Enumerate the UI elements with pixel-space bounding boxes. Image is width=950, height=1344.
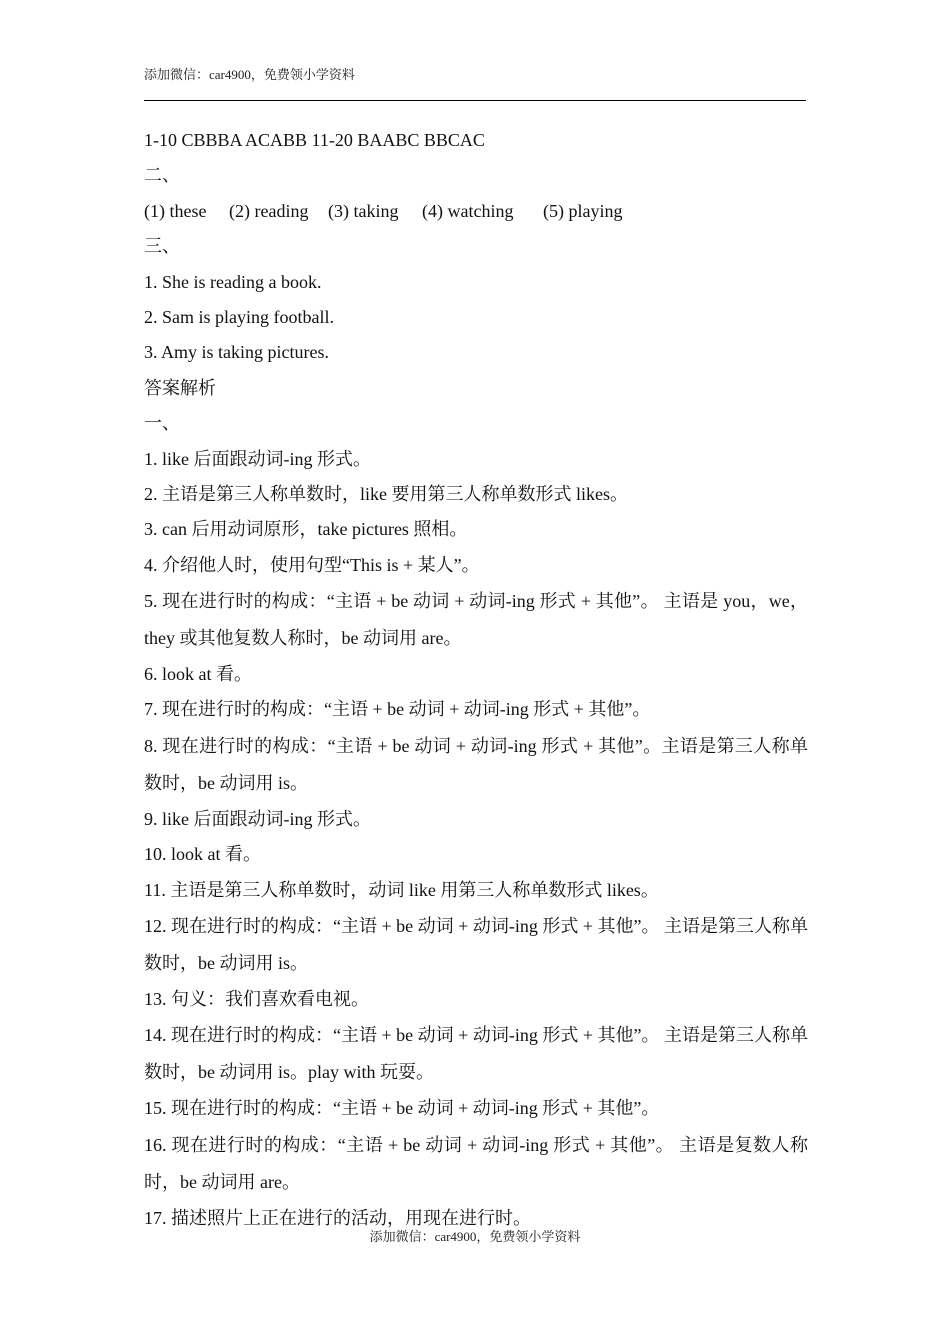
analysis-section-heading: 一、 [144, 413, 180, 434]
part2-answer-3: (3) taking [328, 200, 399, 221]
part2-answer-5: (5) playing [543, 200, 623, 221]
analysis-item-14: 14. 现在进行时的构成：“主语 + be 动词 + 动词-ing 形式 + 其他”。 主语是第三人称单数时，be 动词用 is。play with 玩耍。 [144, 1025, 808, 1083]
analysis-item-16: 16. 现在进行时的构成：“主语 + be 动词 + 动词-ing 形式 + 其他”。 主语是复数人称时，be 动词用 are。 [144, 1134, 808, 1192]
analysis-item-8: 8. 现在进行时的构成：“主语 + be 动词 + 动词-ing 形式 + 其他”。主语是第三人称单数时，be 动词用 is。 [144, 735, 808, 793]
analysis-item-3: 3. can 后用动词原形，take pictures 照相。 [144, 519, 468, 540]
analysis-item-7: 7. 现在进行时的构成：“主语 + be 动词 + 动词-ing 形式 + 其他”。 [144, 699, 651, 720]
part2-answer-1: (1) these [144, 200, 207, 221]
part2-answer-4: (4) watching [422, 200, 514, 221]
analysis-item-12: 12. 现在进行时的构成：“主语 + be 动词 + 动词-ing 形式 + 其他”。 主语是第三人称单数时，be 动词用 is。 [144, 916, 808, 974]
part3-answer-1: 1. She is reading a book. [144, 271, 322, 292]
header-divider [144, 100, 806, 101]
analysis-item-6: 6. look at 看。 [144, 664, 252, 685]
part3-answer-3: 3. Amy is taking pictures. [144, 342, 329, 363]
part2-answer-2: (2) reading [229, 200, 309, 221]
analysis-item-5: 5. 现在进行时的构成：“主语 + be 动词 + 动词-ing 形式 + 其他”。 主语是 you，we，they 或其他复数人称时，be 动词用 are。 [144, 591, 808, 649]
analysis-heading: 答案解析 [144, 377, 216, 398]
analysis-item-2: 2. 主语是第三人称单数时，like 要用第三人称单数形式 likes。 [144, 483, 628, 504]
analysis-item-15: 15. 现在进行时的构成：“主语 + be 动词 + 动词-ing 形式 + 其他”。 [144, 1098, 660, 1119]
analysis-item-17: 17. 描述照片上正在进行的活动，用现在进行时。 [144, 1207, 531, 1228]
analysis-item-4: 4. 介绍他人时，使用句型“This is + 某人”。 [144, 554, 480, 575]
part2-answers [144, 194, 808, 229]
footer-watermark-text: 添加微信：car4900，免费领小学资料 [369, 1229, 581, 1244]
document-body [144, 123, 808, 1236]
analysis-item-13: 13. 句义：我们喜欢看电视。 [144, 989, 369, 1010]
analysis-item-11: 11. 主语是第三人称单数时，动词 like 用第三人称单数形式 likes。 [144, 879, 659, 900]
part3-answer-2: 2. Sam is playing football. [144, 306, 334, 327]
part2-heading: 二、 [144, 165, 180, 186]
analysis-item-1: 1. like 后面跟动词-ing 形式。 [144, 448, 371, 469]
part3-heading: 三、 [144, 236, 180, 257]
header-watermark-text: 添加微信：car4900，免费领小学资料 [144, 67, 355, 82]
answer-key-part1: 1-10 CBBBA ACABB 11-20 BAABC BBCAC [144, 130, 485, 150]
analysis-item-10: 10. look at 看。 [144, 844, 261, 865]
analysis-item-9: 9. like 后面跟动词-ing 形式。 [144, 808, 371, 829]
